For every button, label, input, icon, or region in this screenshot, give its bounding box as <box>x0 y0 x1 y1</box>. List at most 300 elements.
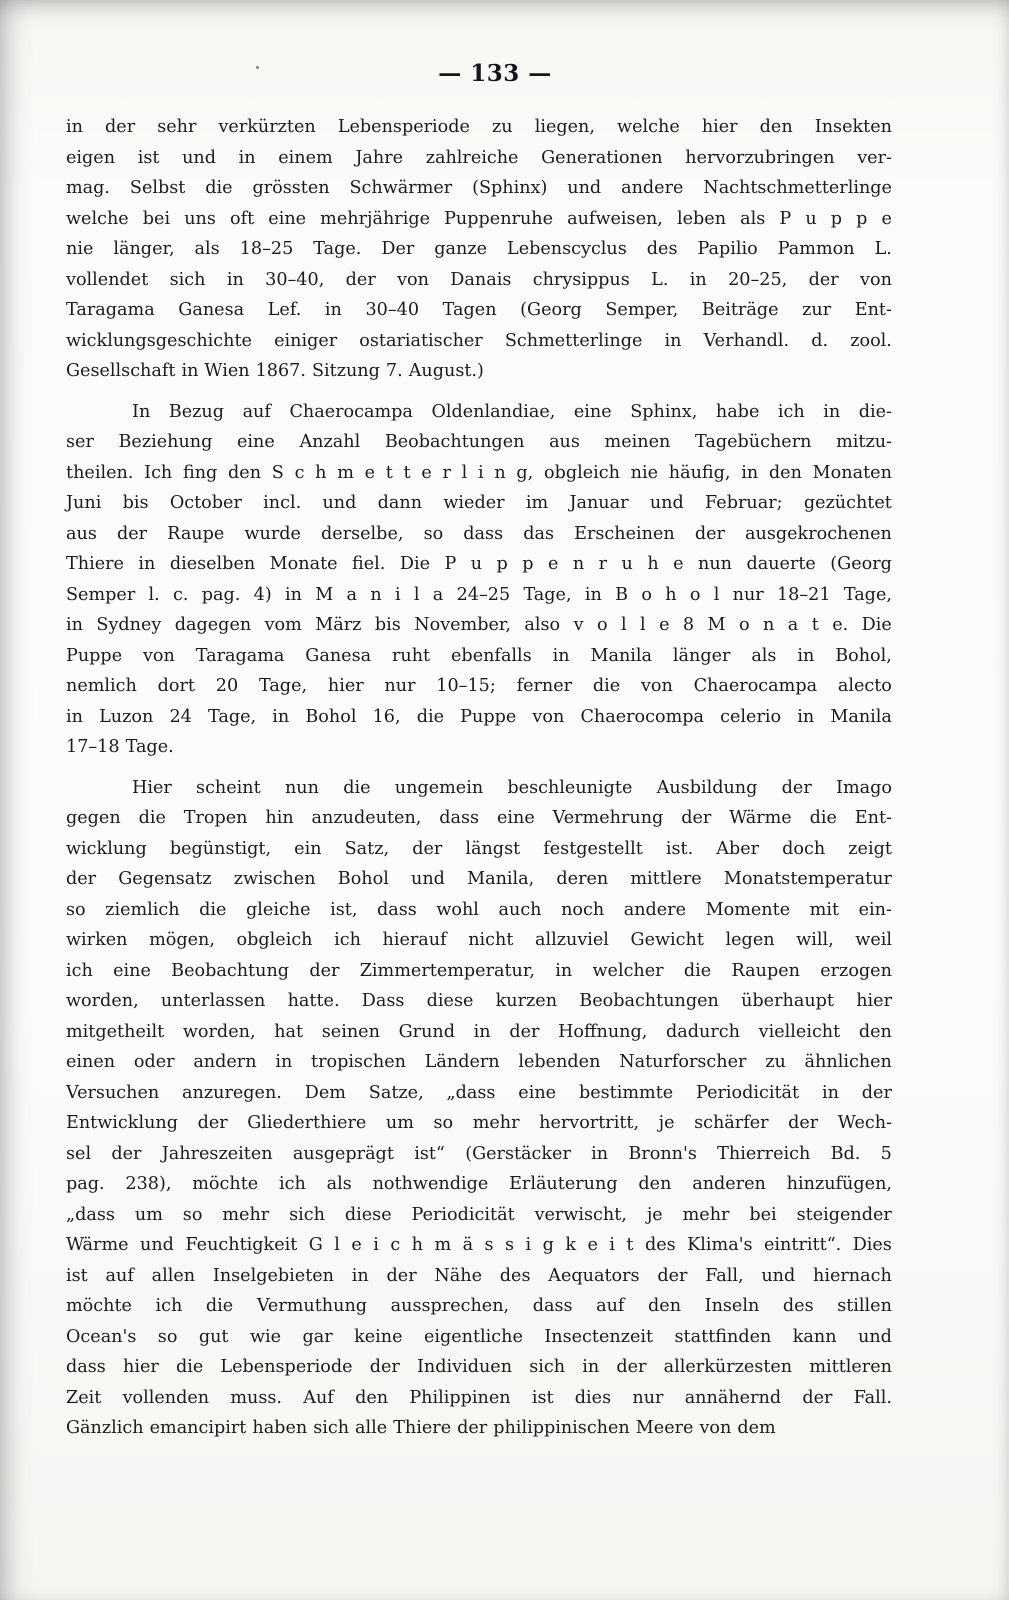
word: Imago <box>836 777 892 798</box>
word: Fall, <box>705 1265 744 1286</box>
word: eine <box>518 1082 557 1103</box>
paragraph <box>66 112 892 387</box>
word: l <box>334 1235 340 1255</box>
word: scheint <box>196 777 261 798</box>
text-line <box>66 1230 892 1261</box>
paragraph <box>66 397 892 763</box>
word: l <box>620 615 627 635</box>
word: in <box>584 584 602 605</box>
word: Tage, <box>258 676 308 696</box>
word: von <box>640 676 673 696</box>
word: Sphinx, <box>630 401 698 422</box>
word: und <box>649 493 684 513</box>
word: einiger <box>274 330 338 351</box>
word: ist <box>137 147 160 168</box>
word: deren <box>556 869 609 889</box>
word: allerkürzesten <box>663 1357 793 1377</box>
word: in <box>689 269 707 290</box>
word: Gewicht <box>630 930 704 950</box>
text-line <box>66 895 892 926</box>
word: der <box>788 1113 819 1133</box>
word: in <box>797 645 815 666</box>
word: e <box>881 208 892 229</box>
word: auf <box>242 401 271 422</box>
word: in <box>473 1021 491 1042</box>
word: Schmetterlinge <box>504 330 643 351</box>
word: so <box>423 523 444 544</box>
word: wurde <box>244 523 301 544</box>
word: der <box>802 1387 833 1408</box>
word: nur <box>632 1387 664 1408</box>
word: e <box>673 554 684 574</box>
word: dagegen <box>174 615 252 635</box>
word: c. <box>173 584 189 605</box>
word: als <box>751 645 777 666</box>
word: will, <box>796 930 834 950</box>
word: gleiche <box>246 899 311 920</box>
word: S <box>271 462 284 483</box>
word: e <box>587 1235 598 1255</box>
word: doch <box>782 838 826 859</box>
word: und <box>567 178 602 198</box>
word: „dass <box>66 1204 115 1225</box>
word: verwischt, <box>534 1204 627 1225</box>
word: 238), <box>125 1174 172 1194</box>
word: in <box>741 462 759 483</box>
word: 30–40 <box>365 300 420 320</box>
word: Thiere <box>66 554 124 574</box>
word: mehr <box>472 1113 520 1133</box>
word: länger <box>672 645 731 666</box>
word: Nachtschmetterlinge <box>703 178 892 198</box>
word: Der <box>381 239 415 259</box>
word: Wech- <box>837 1113 892 1133</box>
word: 7. <box>385 361 403 381</box>
word: i <box>394 584 401 605</box>
word: erzogen <box>820 960 892 981</box>
word: den <box>638 1174 672 1194</box>
word: Monaten <box>812 462 892 483</box>
word: so <box>182 1204 203 1225</box>
word: Erscheinen <box>574 523 675 544</box>
word: ruht <box>391 645 431 666</box>
word: Ent- <box>854 808 892 828</box>
word: eine <box>496 808 535 828</box>
word: als <box>194 239 220 259</box>
word: 20 <box>215 676 239 696</box>
word: von <box>397 269 429 290</box>
word: Lebenscyclus <box>507 239 627 259</box>
text-line <box>66 864 892 895</box>
word: grössten <box>252 178 330 198</box>
word: Monatstemperatur <box>723 869 892 889</box>
word: der <box>309 960 340 981</box>
word: legen <box>725 930 775 950</box>
word: o <box>641 584 652 605</box>
word: hier <box>856 991 892 1011</box>
word: Inseln <box>704 1296 760 1316</box>
word: ein- <box>858 899 892 920</box>
word: Tage, <box>208 706 257 727</box>
word: Zimmertemperatur, <box>359 960 535 981</box>
word: mittlere <box>630 869 702 889</box>
word: Papilio <box>697 239 758 259</box>
word: einem <box>278 147 333 168</box>
word: Vermuthung <box>256 1296 368 1316</box>
word: in <box>181 361 199 381</box>
word: Grund <box>398 1021 455 1042</box>
word: n <box>494 462 506 483</box>
word: l <box>713 584 720 605</box>
word: r <box>598 554 608 574</box>
word: Sitzung <box>311 361 380 381</box>
word: Klima's <box>687 1235 753 1255</box>
word: von <box>860 269 892 290</box>
word: Ent- <box>854 300 892 320</box>
word: auch <box>498 899 542 920</box>
word: G <box>308 1235 323 1255</box>
word: welche <box>617 117 680 137</box>
word: Pammon <box>777 239 855 259</box>
word: s <box>484 1235 494 1255</box>
word: der <box>369 1357 400 1377</box>
word: a <box>346 584 358 605</box>
word: Juni <box>66 493 102 513</box>
word: in <box>138 554 156 574</box>
word: sich <box>169 269 206 290</box>
word: die <box>343 777 371 798</box>
word: Jahre <box>355 147 404 168</box>
word: zeigt <box>848 838 892 859</box>
word: als <box>326 1174 352 1194</box>
word: Individuen <box>416 1357 513 1377</box>
text-line <box>66 1322 892 1353</box>
word: seinen <box>321 1021 380 1042</box>
word: Raupe <box>167 523 225 544</box>
word: dort <box>157 676 195 696</box>
word: lebenden <box>518 1052 601 1072</box>
word: die <box>138 808 166 828</box>
word: Lef. <box>267 300 302 320</box>
word: mit <box>809 899 840 920</box>
text-line <box>66 1200 892 1231</box>
word: 5 <box>880 1143 892 1164</box>
word: die <box>205 1296 234 1316</box>
word: ziemlich <box>105 899 180 920</box>
word: Bohol <box>305 706 357 727</box>
word: incl. <box>263 493 302 513</box>
word: i <box>477 462 484 483</box>
word: tropischen <box>311 1052 406 1072</box>
word: steigender <box>796 1204 892 1225</box>
word: in <box>797 706 815 727</box>
text-line <box>66 204 892 235</box>
word: Die <box>399 554 430 574</box>
word: der <box>616 1357 647 1377</box>
word: Vermehrung <box>552 808 664 828</box>
text-line <box>66 112 892 143</box>
word: nemlich <box>66 676 137 696</box>
word: o <box>738 615 750 635</box>
word: Ich <box>144 462 173 483</box>
word: theilen. <box>66 462 134 483</box>
word: d. <box>811 330 829 351</box>
word: t <box>626 1235 634 1255</box>
word: g, <box>516 462 534 483</box>
word: pag. <box>66 1174 105 1194</box>
word: welcher <box>592 960 664 981</box>
word: zool. <box>850 330 892 351</box>
word: o <box>689 584 701 605</box>
word: Taragama <box>195 645 285 666</box>
word: Manila, <box>467 869 535 889</box>
word: ungemein <box>394 777 484 798</box>
word: gezüchtet <box>803 493 892 513</box>
word: Semper <box>66 584 136 605</box>
word: dieselben <box>169 554 256 574</box>
word: wicklungsgeschichte <box>66 330 252 351</box>
word: in <box>591 1143 609 1164</box>
word: den <box>228 462 262 483</box>
word: p <box>522 554 534 574</box>
word: (Sphinx) <box>472 178 548 198</box>
word: je <box>658 1113 675 1133</box>
word: anderen <box>692 1174 766 1194</box>
word: Raupen <box>731 960 800 981</box>
word: um <box>385 1113 414 1133</box>
word: n <box>763 615 775 635</box>
word: kann <box>792 1326 837 1347</box>
word: die- <box>858 401 892 422</box>
word: nur <box>384 676 416 696</box>
word: des <box>782 1296 814 1316</box>
word: in <box>272 706 290 727</box>
word: des <box>646 239 678 259</box>
word: ist <box>531 1387 554 1408</box>
word: ausgekrochenen <box>745 523 892 544</box>
word: Bd. <box>830 1143 861 1164</box>
word: k <box>565 1235 576 1255</box>
word: Tagebüchern <box>694 432 812 452</box>
word: in <box>821 1082 839 1103</box>
word: In <box>132 401 151 422</box>
word: Philippinen <box>409 1387 511 1408</box>
word: t <box>811 615 819 635</box>
word: Puppe <box>66 645 123 666</box>
word: Aber <box>716 838 760 859</box>
word: einen <box>66 1052 116 1072</box>
word: 1867. <box>255 361 306 381</box>
text-line <box>66 488 892 519</box>
word: der <box>781 777 812 798</box>
word: Gegensatz <box>118 869 212 889</box>
word: Momente <box>705 899 791 920</box>
word: ostariatischer <box>359 330 483 351</box>
word: in <box>238 147 256 168</box>
word: derselbe, <box>321 523 404 544</box>
word: verkürzten <box>218 117 316 137</box>
word: auf <box>105 1265 134 1286</box>
word: kurzen <box>495 991 558 1011</box>
word: worden, <box>182 1021 256 1042</box>
word: e <box>364 462 376 483</box>
word: hier <box>122 1357 159 1377</box>
word: mögen, <box>149 930 215 950</box>
word: ä <box>462 1235 474 1255</box>
word: (Georg <box>520 300 582 320</box>
word: habe <box>715 401 760 422</box>
word: in <box>275 1052 293 1072</box>
word: 24 <box>169 706 192 727</box>
word: nie <box>66 239 94 259</box>
word: (Gerstäcker <box>465 1143 571 1164</box>
word: dann <box>377 493 423 513</box>
word: Auf <box>303 1387 334 1408</box>
word: hiernach <box>813 1265 892 1286</box>
word: (Georg <box>830 554 892 574</box>
word: Januar <box>569 493 629 513</box>
word: länger, <box>113 239 175 259</box>
word: diese <box>344 1204 392 1225</box>
word: g <box>542 1235 554 1255</box>
word: Periodicität <box>411 1204 515 1225</box>
word: obgleich <box>236 930 313 950</box>
word: „dass <box>446 1082 496 1103</box>
word: s <box>505 1235 515 1255</box>
word: den <box>648 1296 682 1316</box>
word: Ländern <box>424 1052 500 1072</box>
word: in <box>823 401 841 422</box>
word: Verhandl. <box>703 330 790 351</box>
word: zu <box>765 1052 786 1072</box>
word: bei <box>749 1204 777 1225</box>
word: aufweisen, <box>567 208 663 229</box>
word: ist, <box>330 899 358 920</box>
word: Hier <box>132 777 172 798</box>
word: Beziehung <box>118 432 213 452</box>
word: mehr <box>682 1204 730 1225</box>
word: der <box>111 1143 142 1164</box>
word: fing <box>182 462 218 483</box>
word: so <box>157 1326 178 1347</box>
word: c <box>294 462 305 483</box>
word: diese <box>426 991 474 1011</box>
word: 24–25 <box>456 584 511 605</box>
word: hierauf <box>382 930 447 950</box>
word: Dass <box>361 991 405 1011</box>
word: die <box>592 676 621 696</box>
text-line <box>66 1383 892 1414</box>
word: Chaerocompa <box>580 706 705 727</box>
word: dadurch <box>666 1021 740 1042</box>
word: die <box>205 178 233 198</box>
text-line <box>66 173 892 204</box>
word: alle <box>355 1418 388 1438</box>
word: vielleicht <box>758 1021 841 1042</box>
word: sich <box>289 1204 325 1225</box>
word: 10–15; <box>436 676 496 696</box>
word: 18–25 <box>239 239 294 259</box>
word: Chaerocampa <box>289 401 413 422</box>
word: h <box>665 584 677 605</box>
word: October <box>169 493 242 513</box>
word: Hoffnung, <box>558 1021 648 1042</box>
word: eine <box>113 960 151 981</box>
word: und <box>322 493 357 513</box>
word: vollendet <box>66 269 149 290</box>
text-line <box>66 1291 892 1322</box>
word: dass <box>532 1296 573 1316</box>
body-text <box>66 112 892 1444</box>
word: hat <box>274 1021 304 1042</box>
word: ich <box>66 960 93 981</box>
word: Gliederthiere <box>247 1113 367 1133</box>
word: p <box>830 208 843 229</box>
text-line <box>66 234 892 265</box>
word: aussprechen, <box>390 1296 510 1316</box>
word: zahlreiche <box>425 147 519 168</box>
text-line <box>66 356 892 387</box>
word: Dem <box>304 1082 346 1103</box>
word: August.) <box>408 361 484 381</box>
word: Die <box>861 615 892 635</box>
word: anzudeuten, <box>311 808 422 828</box>
word: L. <box>651 269 669 290</box>
word: sich <box>529 1357 566 1377</box>
word: e <box>421 462 432 483</box>
word: ich <box>155 1296 183 1316</box>
text-line <box>66 458 892 489</box>
word: 20–25, <box>728 269 788 290</box>
word: M <box>315 584 334 605</box>
word: Fall. <box>853 1387 892 1408</box>
word: nie <box>630 462 659 483</box>
word: Semper, <box>605 300 679 320</box>
word: aus <box>549 432 580 452</box>
word: dass <box>463 523 504 544</box>
word: keine <box>354 1326 403 1347</box>
text-line <box>66 671 892 702</box>
text-line <box>66 986 892 1017</box>
word: philippinischen <box>493 1418 630 1438</box>
word: so <box>66 899 86 920</box>
word: der <box>694 523 725 544</box>
word: Selbst <box>129 178 186 198</box>
word: Luzon <box>99 706 154 727</box>
word: die <box>416 706 445 727</box>
text-line <box>66 803 892 834</box>
word: Nähe <box>434 1265 483 1286</box>
word: und <box>140 1235 174 1255</box>
text-line <box>66 732 892 763</box>
word: p <box>496 554 508 574</box>
word: Periodicität <box>696 1082 800 1103</box>
word: sehr <box>157 117 197 137</box>
word: Ausbildung <box>656 777 758 798</box>
word: Bohol, <box>835 645 892 666</box>
word: bis <box>374 615 401 635</box>
word: Ocean's <box>66 1326 137 1347</box>
word: in <box>66 117 83 137</box>
word: ist <box>66 1265 88 1286</box>
word: Beobachtungen <box>579 991 719 1011</box>
word: Ganesa <box>305 645 372 666</box>
word: u <box>805 208 817 229</box>
word: ausgeprägt <box>292 1143 394 1164</box>
word: nur <box>732 584 764 605</box>
word: der <box>116 523 148 544</box>
word: hier <box>701 117 738 137</box>
